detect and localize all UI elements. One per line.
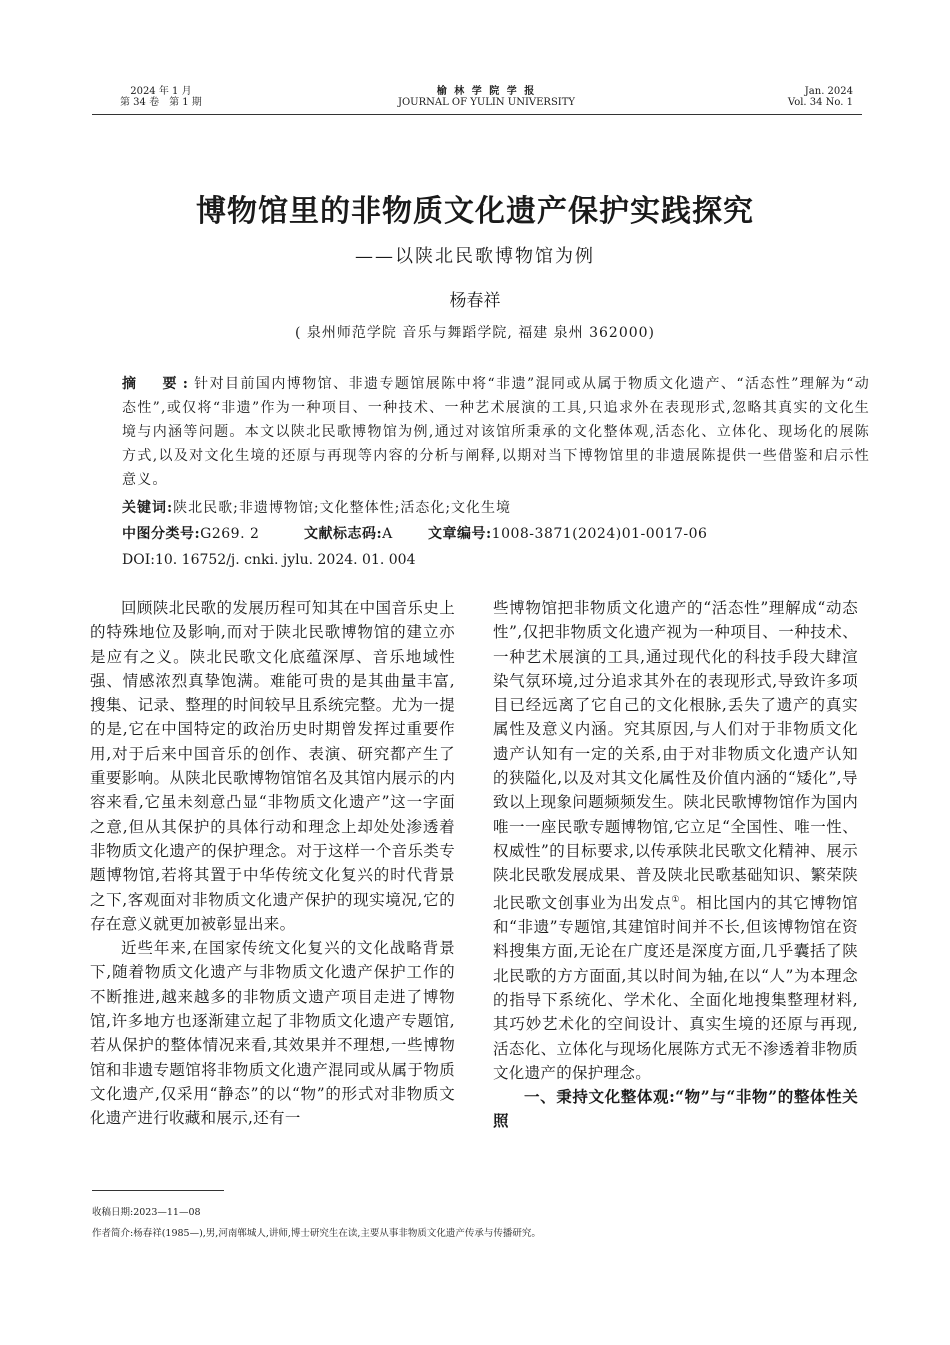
body-paragraph: [493, 596, 858, 1085]
author-affiliation: ( 泉州师范学院 音乐与舞蹈学院, 福建 泉州 362000): [294, 325, 656, 341]
journal-name-cn: 榆 林 学 院 学 报: [436, 86, 537, 97]
body-column-right: [493, 596, 858, 1134]
abstract-label: 摘 要:: [122, 376, 194, 392]
clc-label: 中图分类号:: [122, 526, 201, 542]
header-divider: [92, 114, 862, 115]
header-date-en: Jan. 2024: [804, 86, 853, 97]
body-text: 些博物馆把非物质文化遗产的“活态性”理解成“动态性”,仅把非物质文化遗产视为一种项目、一种技术、一种艺术展演的工具,通过现代化的科技手段大肆渲染气氛环境,过分追求其外在的表现形式,导致许多项目已经远离了它自己的文化根脉,丢失了遗产的真实属性及意义内涵。究其原因,与人们对于非物质文化遗产认知有一定的关系,由于对非物质文化遗产认知的狭隘化,以及对其文化属性及价值内涵的“矮化”,导致以上现象问题频频发生。陕北民歌博物馆作为国内唯一一座民歌专题博物馆,它立足“全国性、唯一性、权威性”的目标要求,以传承陕北民歌文化精神、展示陕北民歌发展成果、普及陕北民歌基础知识、繁荣陕北民歌文创事业为出发点: [493, 599, 858, 912]
keywords: [122, 496, 870, 520]
body-paragraph: 近些年来,在国家传统文化复兴的文化战略背景下,随着物质文化遗产与非物质文化遗产保护工作的不断推进,越来越多的非物质文遗产项目走进了博物馆,许多地方也逐渐建立起了非物质文化遗产专题馆,若从保护的整体情况来看,其效果并不理想,一些博物馆和非遗专题馆将非物质文化遗产混同或从属于物质文化遗产,仅采用“静态”的以“物”的形式对非物质文化遗产进行收藏和展示,还有一: [90, 939, 455, 1128]
body-column-left: [90, 596, 455, 1131]
abstract: [122, 372, 870, 492]
paper-subtitle: ——以陕北民歌博物馆为例: [355, 246, 595, 267]
doc-code-value: A: [382, 526, 393, 542]
footnote-author-bio: 作者简介:杨春祥(1985—),男,河南郸城人,讲师,博士研究生在读,主要从事非物质文化遗产传承与传播研究。: [92, 1228, 541, 1239]
header-issue-en: [788, 86, 853, 108]
footnote-marker[interactable]: ①: [671, 894, 681, 905]
header-journal: [120, 86, 853, 108]
footnote-received-date: 收稿日期:2023—11—08: [92, 1207, 201, 1218]
doc-code-label: 文献标志码:: [304, 526, 383, 542]
abstract-text: 针对目前国内博物馆、非遗专题馆展陈中将“非遗”混同或从属于物质文化遗产、“活态性”理解为“动态性”,或仅将“非遗”作为一种项目、一种技术、一种艺术展演的工具,只追求外在表现形式,忽略其真实的文化生境与内涵等问题。本文以陕北民歌博物馆为例,通过对该馆所秉承的文化整体观,活态化、立体化、现场化的展陈方式,以及对文化生境的还原与再现等内容的分析与阐释,以期对当下博物馆里的非遗展陈提供一些借鉴和启示性意义。: [122, 376, 871, 488]
article-number-value: 1008-3871(2024)01-0017-06: [491, 526, 708, 542]
footnote-divider: [92, 1190, 224, 1191]
header-date-cn: 2024 年 1 月: [130, 86, 192, 97]
header-volume-en: Vol. 34 No. 1: [787, 97, 853, 108]
paper-title: 博物馆里的非物质文化遗产保护实践探究: [196, 194, 754, 229]
section-heading: 一、秉持文化整体观:“物”与“非物”的整体性关照: [493, 1087, 858, 1131]
header-volume-cn: 第 34 卷 第 1 期: [120, 97, 202, 108]
classification-line: [122, 522, 870, 546]
keywords-text: 陕北民歌;非遗博物馆;文化整体性;活态化;文化生境: [173, 500, 512, 516]
journal-name-en: JOURNAL OF YULIN UNIVERSITY: [397, 97, 576, 108]
clc-value: G269. 2: [200, 526, 260, 542]
author-name: 杨春祥: [449, 291, 501, 311]
article-number-label: 文章编号:: [428, 526, 492, 542]
keywords-label: 关键词:: [122, 500, 174, 516]
running-header: [120, 86, 853, 116]
body-paragraph: 回顾陕北民歌的发展历程可知其在中国音乐史上的特殊地位及影响,而对于陕北民歌博物馆的建立亦是应有之义。陕北民歌文化底蕴深厚、音乐地域性强、情感浓烈真挚饱满。难能可贵的是其曲量丰富,搜集、记录、整理的时间较早且系统完整。尤为一提的是,它在中国特定的政治历史时期曾发挥过重要作用,对于后来中国音乐的创作、表演、研究都产生了重要影响。从陕北民歌博物馆馆名及其馆内展示的内容来看,它虽未刻意凸显“非物质文化遗产”这一字面之意,但从其保护的具体行动和理念上却处处渗透着非物质文化遗产的保护理念。对于这样一个音乐类专题博物馆,若将其置于中华传统文化复兴的时代背景之下,客观面对非物质文化遗产保护的现实境况,它的存在意义就更加被彰显出来。: [90, 599, 455, 933]
doi: DOI:10. 16752/j. cnki. jylu. 2024. 01. 004: [122, 552, 416, 568]
body-text: 。相比国内的其它博物馆和“非遗”专题馆,其建馆时间并不长,但该博物馆在资料搜集方面,无论在广度还是深度方面,几乎囊括了陕北民歌的方方面面,其以时间为轴,在以“人”为本理念的指导下系统化、学术化、全面化地搜集整理材料,其巧妙艺术化的空间设计、真实生境的还原与再现,活态化、立体化与现场化展陈方式无不渗透着非物质文化遗产的保护理念。: [493, 893, 858, 1082]
